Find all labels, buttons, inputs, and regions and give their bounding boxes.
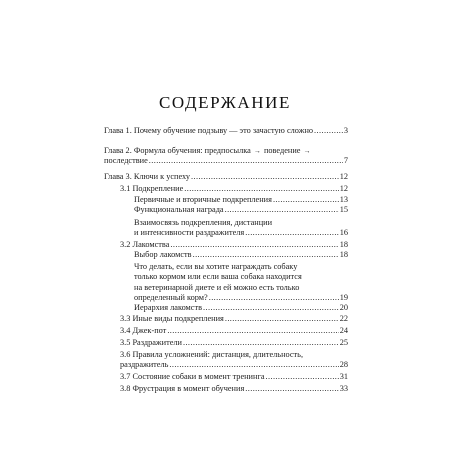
toc-entry-text: Глава 1. Почему обучение подзыву — это зачастую сложно [104,126,314,135]
toc-entry-section-3-8 [120,384,348,394]
toc-page-number: 13 [339,195,348,204]
toc-entry-subsection [134,262,348,304]
toc-page-number: 20 [339,303,348,312]
toc-page-number: 25 [339,338,348,347]
toc-leader-dots [183,338,339,348]
toc-entry-text-part-b: поведение [263,146,301,155]
toc-page-number: 28 [339,360,348,370]
page-title: СОДЕРЖАНИЕ [158,93,292,112]
toc-entry-text-part-a: Глава 2. Формула обучения: предпосылка [104,146,251,155]
toc-page-number: 19 [339,293,348,303]
toc-leader-dots [169,360,338,370]
arrow-right-icon: → [303,147,311,155]
toc-page-number: 3 [343,126,348,135]
toc-entry-text-line-4: определенный корм? [134,293,208,303]
toc-leader-dots [225,314,339,324]
toc-entry-text: 3.3 Иные виды подкрепления [120,314,224,323]
toc-entry-text-line-3: на ветеринарной диете и ей можно есть только [134,282,300,292]
toc-page-number: 33 [339,384,348,393]
toc-entry-text: Глава 3. Ключи к успеху [104,172,191,181]
toc-page-number: 18 [339,250,348,259]
toc-entry-text-line-1: 3.6 Правила усложнений: дистанция, длительность, [120,350,304,359]
toc-entry-subsection [134,195,348,205]
toc-leader-dots [170,240,338,250]
toc-leader-dots [273,195,339,205]
toc-page-number: 12 [339,184,348,193]
toc-entry-text: 3.5 Раздражители [120,338,182,347]
toc-page-number: 15 [339,205,348,214]
toc-entry-subsection [134,205,348,215]
toc-entry-subsection [134,303,348,313]
toc-entry-section-3-2 [120,240,348,250]
toc-entry-text: Выбор лакомств [134,250,192,259]
toc-entry-text-line-1: Что делать, если вы хотите награждать собаку [134,262,298,271]
toc-page-number: 31 [339,372,348,381]
toc-entry-subsection [134,250,348,260]
toc-page-number: 24 [339,326,348,335]
toc-entry-subsection [134,218,348,239]
toc-leader-dots [245,228,338,238]
toc-entry-text-part-c: последствие [104,156,148,166]
toc-entry-text-line-2: только кормом или если ваша собака находится [134,272,302,282]
toc-leader-dots [191,172,339,182]
toc-leader-dots [167,326,338,336]
toc-leader-dots [184,184,338,194]
toc-entry-section-3-5 [120,338,348,348]
toc-page-number: 12 [339,172,348,181]
toc-entry-chapter-3 [104,172,348,182]
toc-page-number: 18 [339,240,348,249]
toc-entry-section-3-3 [120,314,348,324]
toc-entry-text: 3.1 Подкрепление [120,184,184,193]
toc-leader-dots [193,250,339,260]
toc-entry-section-3-4 [120,326,348,336]
toc-entry-text: 3.7 Состояние собаки в момент тренинга [120,372,265,381]
toc-leader-dots [245,384,338,394]
toc-page-number: 22 [339,314,348,323]
toc-entry-text: 3.8 Фрустрация в момент обучения [120,384,245,393]
toc-entry-section-3-6 [120,350,348,371]
toc-entry-text-line-2: раздражитель [120,360,169,370]
toc-leader-dots [266,372,339,382]
toc-page-number: 7 [343,156,348,166]
toc-leader-dots [203,303,339,313]
arrow-right-icon: → [253,147,261,155]
toc-entry-text-line-1: Взаимосвязь подкрепления, дистанции [134,218,273,227]
toc-entry-chapter-2 [104,146,348,167]
toc-entry-section-3-1 [120,184,348,194]
toc-entry-text: Первичные и вторичные подкрепления [134,195,272,204]
toc-entry-text: Иерархия лакомств [134,303,203,312]
toc-page-number: 16 [339,228,348,238]
toc-leader-dots [314,126,343,136]
toc-entry-text-line-2: и интенсивности раздражителя [134,228,245,238]
toc-leader-dots [149,156,343,166]
toc-entry-text: Функциональная награда [134,205,224,214]
toc-entry-section-3-7 [120,372,348,382]
toc-entry-text: 3.4 Джек-пот [120,326,167,335]
toc-leader-dots [225,205,339,215]
toc-entry-text: 3.2 Лакомства [120,240,170,249]
toc-entry-chapter-1 [104,126,348,136]
